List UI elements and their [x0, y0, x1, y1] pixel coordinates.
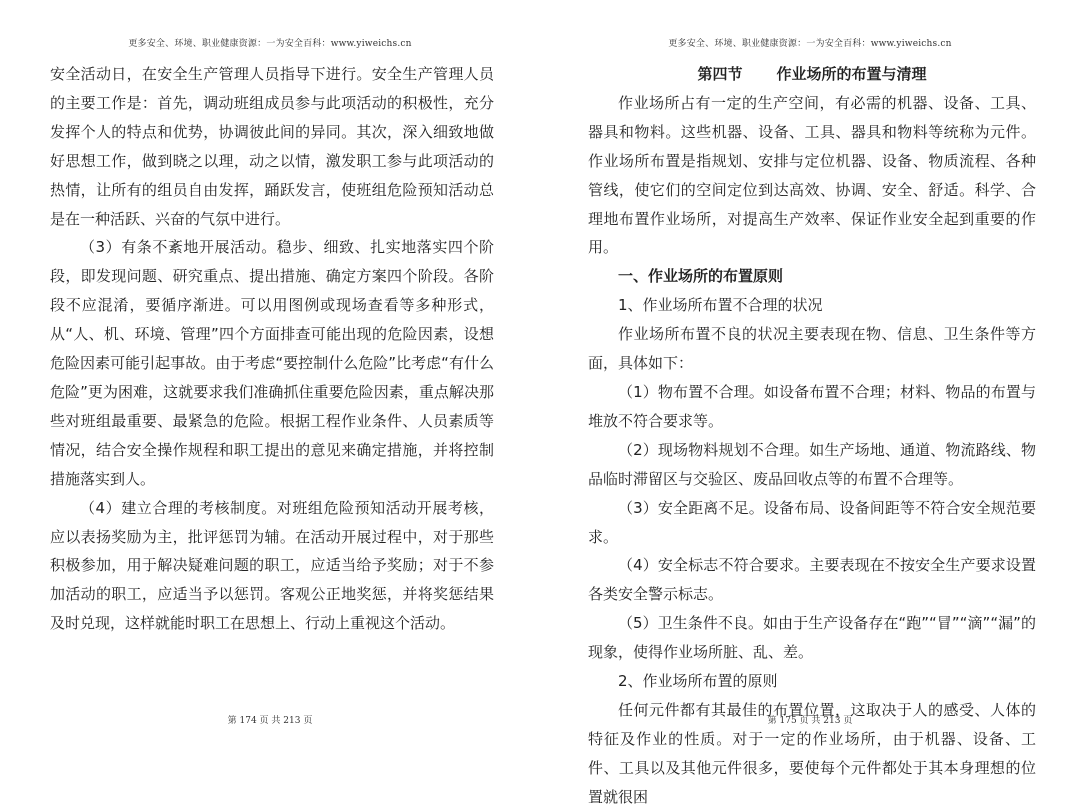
page-header: 更多安全、环境、职业健康资源：一为安全百科：www.yiweichs.cn: [128, 39, 412, 49]
list-item: （3）安全距离不足。设备布局、设备间距等不符合安全规范要求。: [588, 498, 1036, 546]
paragraph: 作业场所占有一定的生产空间，有必需的机器、设备、工具、器具和物料。这些机器、设备、工具、器具和物料等统称为元件。作业场所布置是指规划、安排与定位机器、设备、物质流程、各种管线，使它们的空间定位到达高效、协调、安全、舒适。科学、合理地布置作业场所，对提高生产效率、保证作业安全起到重要的作用。: [588, 93, 1036, 257]
left-page: [0, 0, 540, 763]
paragraph: 安全活动日，在安全生产管理人员指导下进行。安全生产管理人员的主要工作是：首先，调动班组成员参与此项活动的积极性，充分发挥个人的特点和优势，协调彼此间的异同。其次，深入细致地做好思想工作，做到晓之以理，动之以情，激发职工参与此项活动的热情，让所有的组员自由发挥，踊跃发言，使班组危险预知活动总是在一种活跃、兴奋的气氛中进行。: [50, 65, 494, 228]
list-item: （1）物布置不合理。如设备布置不合理；材料、物品的布置与堆放不符合要求等。: [588, 382, 1036, 430]
section-title-text: 作业场所的布置与清理: [776, 65, 927, 83]
page-body: [50, 60, 494, 638]
paragraph: 作业场所布置不良的状况主要表现在物、信息、卫生条件等方面，具体如下：: [588, 325, 1036, 373]
page-footer: 第 174 页 共 213 页: [227, 716, 313, 726]
section-title: [588, 60, 1036, 89]
list-item: （2）现场物料规划不合理。如生产场地、通道、物流路线、物品临时滞留区与交验区、废品回收点等的布置不合理等。: [588, 440, 1036, 488]
right-page: [540, 0, 1080, 806]
list-item: （5）卫生条件不良。如由于生产设备存在“跑”“冒”“滴”“漏”的现象，使得作业场所脏、乱、差。: [588, 614, 1036, 662]
heading: 一、作业场所的布置原则: [618, 267, 784, 286]
subheading: 2、作业场所布置的原则: [618, 672, 778, 691]
page-footer: 第 175 页 共 213 页: [767, 716, 853, 726]
list-item: （4）安全标志不符合要求。主要表现在不按安全生产要求设置各类安全警示标志。: [588, 556, 1036, 604]
paragraph: （4）建立合理的考核制度。对班组危险预知活动开展考核，应以表扬奖励为主，批评惩罚为辅。在活动开展过程中，对于那些积极参加，用于解决疑难问题的职工，应适当给予奖励；对于不参加活动的职工，应适当予以惩罚。客观公正地奖惩，并将奖惩结果及时兑现，这样就能时职工在思想上、行动上重视这个活动。: [50, 498, 494, 633]
subheading: 1、作业场所布置不合理的状况: [618, 296, 823, 315]
page-header: 更多安全、环境、职业健康资源：一为安全百科：www.yiweichs.cn: [668, 39, 952, 49]
section-number: 第四节: [697, 65, 743, 83]
page-body: [588, 60, 1036, 812]
paragraph: 任何元件都有其最佳的布置位置，这取决于人的感受、人体的特征及作业的性质。对于一定的作业场所，由于机器、设备、工件、工具以及其他元件很多，要使每个元件都处于其本身理想的位置就很困: [588, 700, 1036, 806]
paragraph: （3）有条不紊地开展活动。稳步、细致、扎实地落实四个阶段，即发现问题、研究重点、提出措施、确定方案四个阶段。各阶段不应混淆，要循序渐进。可以用图例或现场查看等多种形式，从“人、机、环境、管理”四个方面排查可能出现的危险因素，设想危险因素可能引起事故。由于考虑“要控制什么危险”比考虑“有什么危险”更为困难，这就要求我们准确抓住重要危险因素，重点解决那些对班组最重要、最紧急的危险。根据工程作业条件、人员素质等情况，结合安全操作规程和职工提出的意见来确定措施，并将控制措施落实到人。: [50, 238, 494, 488]
